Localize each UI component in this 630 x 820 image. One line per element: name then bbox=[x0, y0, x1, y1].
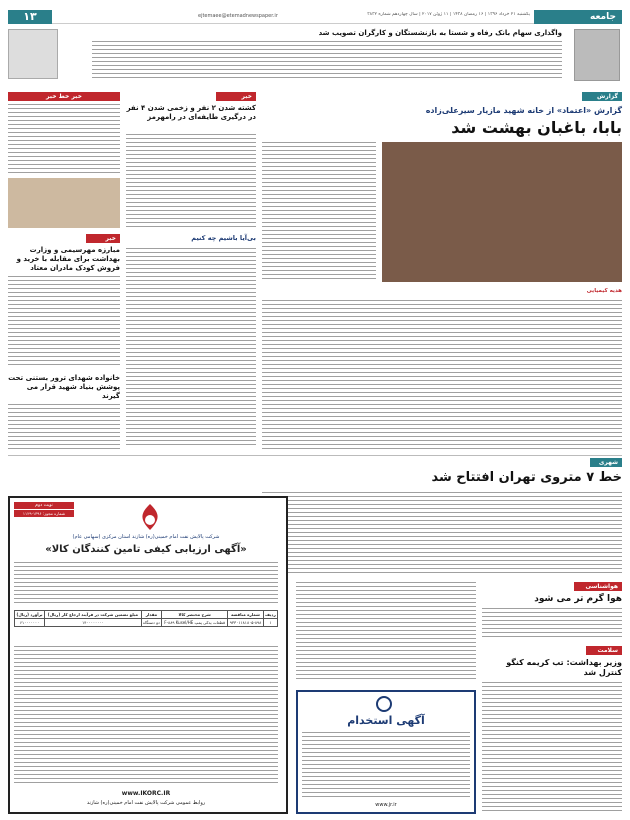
story1-body bbox=[8, 276, 120, 366]
middle-title: کشته شدن ۲ نفر و زخمی شدن ۴ نفر در درگیری طایفه‌ای در رامهرمز bbox=[126, 104, 256, 121]
ad-table-cell: دو دستگاه bbox=[142, 620, 160, 625]
weather-story bbox=[482, 582, 622, 642]
feature-photo bbox=[382, 142, 622, 282]
weather-tag: هواشناسی bbox=[574, 582, 622, 591]
ad-table-cell: ۱۴۰۰۰۰۰۰۰۰ bbox=[45, 619, 142, 627]
tender-ad bbox=[8, 496, 288, 814]
date-line: یکشنبه ۲۱ خرداد ۱۳۹۶ | ۱۶ رمضان ۱۴۳۸ | ۱۱ ژوئن ۲۰۱۷ | سال چهاردهم شماره ۳۸۳۲ bbox=[367, 12, 530, 17]
ad-badge-1: نوبت دوم bbox=[14, 502, 74, 509]
health-headline: وزیر بهداشت: تب کریمه کنگو کنترل شد bbox=[506, 658, 622, 677]
ad-url[interactable]: www.IKORC.IR bbox=[121, 790, 171, 797]
metro-tag: شهری bbox=[590, 458, 622, 467]
hiring-ad bbox=[296, 690, 476, 814]
health-tag: سلامت bbox=[586, 646, 622, 655]
ad-table-header: مبلغ تضمین شرکت در فرآیند ارجاع کار (ریال) bbox=[45, 611, 142, 619]
hiring-title: آگهی استخدام bbox=[347, 714, 425, 727]
quote-title: بی‌آیا باشیم چه کنیم bbox=[191, 234, 256, 242]
ad-footer-note: روابط عمومی شرکت پالایش نفت امام خمینی(ره) شازند bbox=[86, 800, 206, 806]
ad-table-cell: ۱ bbox=[263, 619, 277, 627]
story2-body bbox=[8, 404, 120, 450]
metro-headline: خط ۷ متروی تهران افتتاح شد bbox=[431, 470, 622, 485]
ad-table-cell: ۶۱۰۰۰۰۰۰۰ bbox=[15, 619, 45, 627]
hiring-body bbox=[302, 732, 470, 800]
weather-body bbox=[482, 608, 622, 640]
news-tag: خبر bbox=[86, 234, 120, 243]
story1-title: مبارزه مهرسیمی و وزارت بهداشت برای مقابله با خرید و فروش کودک مادران معتاد bbox=[16, 246, 120, 272]
weather-headline: هوا گرم تر می شود bbox=[534, 594, 622, 604]
middle-tag: خبر bbox=[216, 92, 256, 101]
ad-table-header: شماره مناقصه bbox=[228, 611, 264, 619]
top-story-body bbox=[92, 41, 562, 81]
middle-body bbox=[126, 134, 256, 229]
feature-kicker: گزارش «اعتماد» از خانه شهید مازیار سیرعلی‌زاده bbox=[425, 106, 622, 115]
ad-title: «آگهی ارزیابی کیفی تامین کنندگان کالا» bbox=[45, 544, 247, 555]
left-news-column bbox=[8, 92, 120, 452]
story2-title: خانواده شهدای ترور بستنی تحت پوشش بنیاد شهید قرار می گیرند bbox=[8, 374, 120, 400]
feature-story bbox=[262, 92, 622, 452]
feature-author: هدیه کیمیایی bbox=[586, 288, 622, 294]
oil-company-logo-icon bbox=[130, 502, 170, 532]
feature-tag: گزارش bbox=[582, 92, 622, 101]
ad-table-cell: قطعات یدکی پمپ F-۸۸۹ Kusel/HE bbox=[162, 619, 228, 627]
ad-table-header: ردیف bbox=[265, 612, 276, 617]
author-photo bbox=[574, 29, 620, 81]
ad-table bbox=[14, 610, 278, 627]
illustration bbox=[8, 29, 58, 79]
hiring-url[interactable]: www.jr.ir bbox=[375, 802, 397, 808]
ad-table-header: مقدار bbox=[141, 611, 162, 619]
ad-company: شرکت پالایش نفت امام خمینی(ره) شازند استان مرکزی (سهامی عام) bbox=[72, 534, 220, 540]
section-name: جامعه bbox=[534, 10, 622, 24]
page-number: ۱۳ bbox=[8, 10, 52, 24]
misc-news-body bbox=[296, 582, 476, 682]
ad-badge-2: شماره مجوز: ۱۳۹۶-۱۱۲۹ bbox=[14, 510, 74, 517]
quote-body bbox=[126, 248, 256, 448]
feature-body bbox=[262, 300, 622, 450]
masthead bbox=[8, 10, 622, 24]
ad-intro bbox=[14, 562, 278, 606]
metro-story bbox=[262, 458, 622, 578]
ad-table-header: برآورد (ریال) bbox=[15, 611, 45, 619]
ad-table-cell: ۹۳۳۰۱۱۸۱۸۰۵-۸۹۸ bbox=[228, 619, 264, 627]
top-story-headline: واگذاری سهام بانک رفاه و شستا به بازنشستگان و کارگران تصویب شد bbox=[318, 29, 562, 37]
ad-table-header: شرح مختصر کالا bbox=[162, 611, 228, 619]
hiring-logo-icon bbox=[374, 696, 394, 712]
news-strip-body bbox=[8, 104, 120, 174]
metro-body bbox=[262, 492, 622, 576]
ad-body bbox=[14, 646, 278, 786]
news-photo bbox=[8, 178, 120, 228]
middle-column bbox=[126, 92, 256, 452]
feature-side-body bbox=[262, 142, 376, 282]
health-story bbox=[482, 646, 622, 814]
feature-headline: بابا، باغبان بهشت شد bbox=[451, 118, 622, 137]
news-strip-tag: خبر خط خبر bbox=[8, 92, 120, 101]
health-body bbox=[482, 682, 622, 812]
section-email[interactable]: ejtemaee@etemadnewspaper.ir bbox=[198, 13, 278, 19]
top-story bbox=[8, 27, 622, 87]
